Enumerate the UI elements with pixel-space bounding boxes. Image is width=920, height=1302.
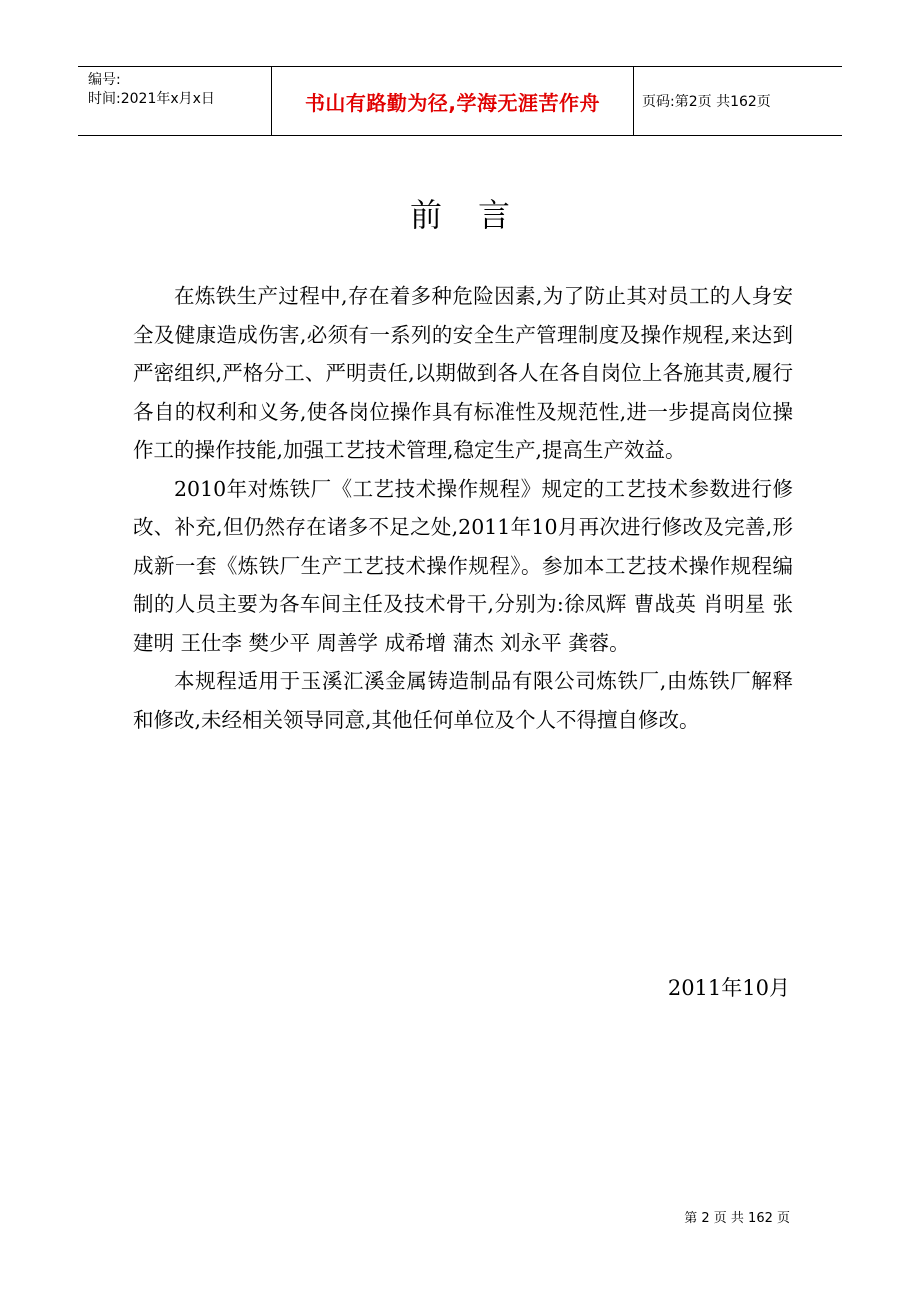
header-page-info: 页码:第2页 共162页 (642, 94, 771, 110)
document-body (133, 277, 793, 739)
document-number-label: 编号: (88, 72, 121, 88)
paragraph-3: 本规程适用于玉溪汇溪金属铸造制品有限公司炼铁厂,由炼铁厂解释和修改,未经相关领导同意,其他任何单位及个人不得擅自修改。 (133, 669, 793, 732)
page-footer: 第 2 页 共 162 页 (684, 1211, 790, 1226)
paragraph-1: 在炼铁生产过程中,存在着多种危险因素,为了防止其对员工的人身安全及健康造成伤害,必须有一系列的安全生产管理制度及操作规程,来达到严密组织,严格分工、严明责任,以期做到各人在各自岗位上各施其责,履行各自的权利和义务,使各岗位操作具有标准性及规范性,进一步提高岗位操作工的操作技能,加强工艺技术管理,稳定生产,提高生产效益。 (133, 284, 793, 462)
document-time-label: 时间:2021年x月x日 (88, 91, 215, 107)
header-motto: 书山有路勤为径,学海无涯苦作舟 (272, 67, 634, 135)
page-title: 前言 (409, 196, 546, 234)
header-meta (78, 67, 272, 135)
page-header (78, 66, 842, 136)
document-date: 2011年10月 (667, 976, 790, 1000)
paragraph-2: 2010年对炼铁厂《工艺技术操作规程》规定的工艺技术参数进行修改、补充,但仍然存在诸多不足之处,2011年10月再次进行修改及完善,形成新一套《炼铁厂生产工艺技术操作规程》。参加本工艺技术操作规程编制的人员主要为各车间主任及技术骨干,分别为:徐凤辉 曹战英 肖明星 张建明 王仕李 樊少平 周善学 成希增 蒲杰 刘永平 龚蓉。 (133, 476, 793, 655)
